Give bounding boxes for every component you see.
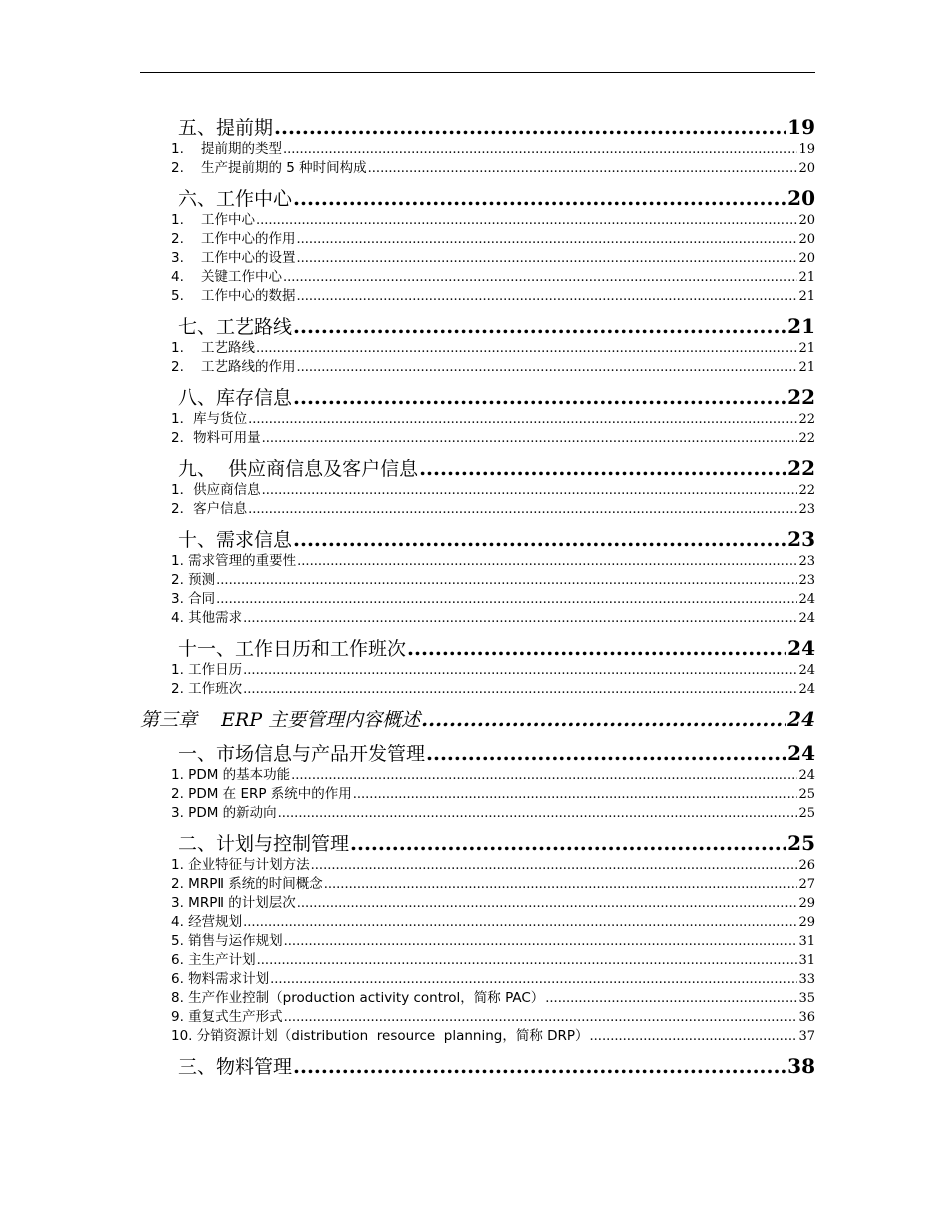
toc-item-entry[interactable] bbox=[140, 230, 815, 249]
toc-section-entry[interactable] bbox=[140, 830, 815, 856]
toc-item-number: 1. bbox=[171, 141, 184, 157]
toc-item-number: 1. bbox=[171, 340, 184, 356]
toc-item-entry[interactable] bbox=[140, 159, 815, 178]
toc-item-page-number: 29 bbox=[798, 915, 815, 930]
toc-item-text: 1. 工作日历 bbox=[171, 662, 243, 678]
toc-item-entry[interactable] bbox=[140, 609, 815, 628]
dot-leader bbox=[297, 230, 798, 249]
toc-entry-title: 五、提前期 bbox=[178, 117, 274, 139]
toc-item-title bbox=[171, 249, 296, 268]
toc-item-title bbox=[171, 410, 247, 429]
toc-item-text: 6. 物料需求计划 bbox=[171, 971, 270, 987]
toc-page-number: 24 bbox=[787, 707, 815, 731]
toc-item-title bbox=[171, 571, 215, 590]
toc-item-page-number: 25 bbox=[798, 806, 815, 821]
toc-item-page-number: 23 bbox=[798, 502, 815, 517]
toc-entry-title: 十一、工作日历和工作班次 bbox=[178, 638, 407, 660]
toc-item-title bbox=[171, 339, 255, 358]
toc-item-title bbox=[171, 932, 283, 951]
dot-leader bbox=[278, 804, 798, 823]
dot-leader bbox=[407, 635, 786, 661]
toc-page-number: 23 bbox=[787, 527, 815, 551]
toc-item-entry[interactable] bbox=[140, 970, 815, 989]
toc-item-entry[interactable] bbox=[140, 410, 815, 429]
toc-page-number: 22 bbox=[787, 456, 815, 480]
toc-item-page-number: 24 bbox=[798, 611, 815, 626]
table-of-contents bbox=[140, 110, 815, 1079]
toc-item-number: 3. bbox=[171, 250, 184, 266]
dot-leader bbox=[243, 661, 797, 680]
toc-item-title bbox=[171, 481, 261, 500]
toc-section-entry[interactable] bbox=[140, 526, 815, 552]
dot-leader bbox=[297, 894, 798, 913]
toc-item-title bbox=[171, 268, 282, 287]
toc-item-number: 1. bbox=[171, 212, 184, 228]
toc-item-entry[interactable] bbox=[140, 339, 815, 358]
toc-item-text: 4. 其他需求 bbox=[171, 610, 243, 626]
dot-leader bbox=[248, 500, 797, 519]
toc-item-page-number: 22 bbox=[798, 483, 815, 498]
toc-item-text: 生产提前期的 5 种时间构成 bbox=[201, 160, 367, 176]
toc-item-title bbox=[171, 211, 255, 230]
toc-item-text: 工作中心的设置 bbox=[201, 250, 296, 266]
toc-item-title bbox=[171, 951, 256, 970]
toc-item-text: 工作中心的数据 bbox=[201, 288, 296, 304]
toc-item-entry[interactable] bbox=[140, 680, 815, 699]
toc-section-entry[interactable] bbox=[140, 185, 815, 211]
toc-item-entry[interactable] bbox=[140, 804, 815, 823]
toc-item-title bbox=[171, 661, 242, 680]
toc-item-number: 5. bbox=[171, 288, 184, 304]
toc-item-text: 3. MRPⅡ 的计划层次 bbox=[171, 895, 296, 911]
toc-item-entry[interactable] bbox=[140, 211, 815, 230]
toc-item-page-number: 20 bbox=[798, 161, 815, 176]
toc-item-entry[interactable] bbox=[140, 989, 815, 1008]
toc-item-title bbox=[171, 913, 242, 932]
toc-item-title bbox=[171, 1008, 283, 1027]
dot-leader bbox=[291, 766, 797, 785]
dot-leader bbox=[297, 552, 797, 571]
dot-leader bbox=[293, 1053, 786, 1079]
dot-leader bbox=[262, 481, 798, 500]
toc-item-entry[interactable] bbox=[140, 913, 815, 932]
toc-item-text: 2. 工作班次 bbox=[171, 681, 243, 697]
toc-item-number: 4. bbox=[171, 269, 184, 285]
toc-item-entry[interactable] bbox=[140, 785, 815, 804]
toc-item-number: 2. bbox=[171, 160, 184, 176]
toc-item-title bbox=[171, 894, 296, 913]
toc-item-text: 2. 预测 bbox=[171, 572, 216, 588]
toc-item-entry[interactable] bbox=[140, 140, 815, 159]
dot-leader bbox=[368, 159, 798, 178]
toc-item-page-number: 21 bbox=[798, 289, 815, 304]
toc-item-page-number: 29 bbox=[798, 896, 815, 911]
toc-item-entry[interactable] bbox=[140, 249, 815, 268]
toc-section-entry[interactable] bbox=[140, 455, 815, 481]
toc-item-entry[interactable] bbox=[140, 951, 815, 970]
dot-leader bbox=[590, 1027, 798, 1046]
toc-entry-title: 十、需求信息 bbox=[178, 529, 293, 551]
toc-page-number: 22 bbox=[787, 385, 815, 409]
toc-item-entry[interactable] bbox=[140, 894, 815, 913]
dot-leader bbox=[262, 429, 798, 448]
toc-item-page-number: 22 bbox=[798, 412, 815, 427]
toc-item-text: 工艺路线 bbox=[201, 340, 255, 356]
dot-leader bbox=[243, 913, 797, 932]
toc-item-entry[interactable] bbox=[140, 1027, 815, 1046]
dot-leader bbox=[426, 740, 786, 766]
toc-item-page-number: 19 bbox=[798, 142, 815, 157]
dot-leader bbox=[293, 313, 786, 339]
toc-item-title bbox=[171, 140, 282, 159]
toc-item-entry[interactable] bbox=[140, 590, 815, 609]
toc-item-entry[interactable] bbox=[140, 481, 815, 500]
toc-page-number: 24 bbox=[787, 636, 815, 660]
toc-item-text: 1. PDM 的基本功能 bbox=[171, 767, 291, 783]
dot-leader bbox=[297, 287, 798, 306]
dot-leader bbox=[293, 384, 786, 410]
toc-item-page-number: 26 bbox=[798, 858, 815, 873]
toc-item-number: 2. bbox=[171, 231, 184, 247]
dot-leader bbox=[256, 211, 797, 230]
toc-item-title bbox=[171, 287, 296, 306]
toc-item-page-number: 23 bbox=[798, 573, 815, 588]
toc-item-title bbox=[171, 500, 247, 519]
toc-item-page-number: 24 bbox=[798, 682, 815, 697]
toc-item-entry[interactable] bbox=[140, 268, 815, 287]
toc-entry-title: 七、工艺路线 bbox=[178, 316, 293, 338]
toc-item-title bbox=[171, 429, 261, 448]
toc-page-number: 38 bbox=[787, 1054, 815, 1078]
toc-item-text: 关键工作中心 bbox=[201, 269, 282, 285]
toc-page-number: 25 bbox=[787, 831, 815, 855]
toc-item-entry[interactable] bbox=[140, 429, 815, 448]
toc-chapter-entry[interactable] bbox=[140, 705, 815, 733]
toc-item-text: 10. 分销资源计划（distribution resource planning，简称 DRP） bbox=[171, 1028, 589, 1044]
toc-item-text: 2．物料可用量 bbox=[171, 430, 261, 446]
toc-item-title bbox=[171, 680, 242, 699]
toc-item-page-number: 24 bbox=[798, 592, 815, 607]
toc-item-entry[interactable] bbox=[140, 766, 815, 785]
toc-item-entry[interactable] bbox=[140, 571, 815, 590]
toc-item-entry[interactable] bbox=[140, 856, 815, 875]
toc-item-text: 4. 经营规划 bbox=[171, 914, 243, 930]
toc-item-title bbox=[171, 1027, 589, 1046]
toc-item-page-number: 21 bbox=[798, 360, 815, 375]
toc-item-page-number: 22 bbox=[798, 431, 815, 446]
toc-page-number: 24 bbox=[787, 741, 815, 765]
toc-item-text: 1．供应商信息 bbox=[171, 482, 261, 498]
dot-leader bbox=[297, 358, 798, 377]
toc-item-entry[interactable] bbox=[140, 875, 815, 894]
toc-item-page-number: 20 bbox=[798, 232, 815, 247]
toc-section-entry[interactable] bbox=[140, 1053, 815, 1079]
toc-item-page-number: 21 bbox=[798, 270, 815, 285]
toc-item-text: 3. PDM 的新动向 bbox=[171, 805, 277, 821]
toc-item-text: 3. 合同 bbox=[171, 591, 216, 607]
dot-leader bbox=[257, 951, 798, 970]
toc-item-page-number: 35 bbox=[798, 991, 815, 1006]
toc-item-text: 2. PDM 在 ERP 系统中的作用 bbox=[171, 786, 352, 802]
toc-item-text: 1．库与货位 bbox=[171, 411, 248, 427]
toc-entry-title: 第三章 ERP 主要管理内容概述 bbox=[140, 709, 421, 731]
dot-leader bbox=[283, 140, 797, 159]
toc-item-title bbox=[171, 804, 277, 823]
toc-item-entry[interactable] bbox=[140, 552, 815, 571]
header-rule bbox=[140, 72, 815, 73]
toc-entry-title: 二、计划与控制管理 bbox=[178, 833, 350, 855]
toc-item-entry[interactable] bbox=[140, 661, 815, 680]
toc-item-title bbox=[171, 230, 296, 249]
toc-section-entry[interactable] bbox=[140, 114, 815, 140]
toc-item-text: 2. MRPⅡ 系统的时间概念 bbox=[171, 876, 323, 892]
dot-leader bbox=[248, 410, 797, 429]
toc-item-title bbox=[171, 856, 310, 875]
toc-item-title bbox=[171, 609, 242, 628]
toc-section-entry[interactable] bbox=[140, 384, 815, 410]
dot-leader bbox=[353, 785, 798, 804]
dot-leader bbox=[311, 856, 798, 875]
toc-section-entry[interactable] bbox=[140, 313, 815, 339]
toc-item-text: 8. 生产作业控制（production activity control，简称 PAC） bbox=[171, 990, 545, 1006]
toc-page-number: 20 bbox=[787, 186, 815, 210]
dot-leader bbox=[274, 114, 786, 140]
dot-leader bbox=[297, 249, 798, 268]
dot-leader bbox=[256, 339, 797, 358]
toc-item-page-number: 23 bbox=[798, 554, 815, 569]
toc-item-title bbox=[171, 970, 269, 989]
toc-item-page-number: 37 bbox=[798, 1029, 815, 1044]
toc-item-entry[interactable] bbox=[140, 287, 815, 306]
toc-item-title bbox=[171, 875, 323, 894]
toc-item-text: 5. 销售与运作规划 bbox=[171, 933, 283, 949]
toc-entry-title: 九、 供应商信息及客户信息 bbox=[178, 458, 419, 480]
toc-page-number: 19 bbox=[787, 115, 815, 139]
toc-item-title bbox=[171, 590, 215, 609]
toc-item-page-number: 36 bbox=[798, 1010, 815, 1025]
toc-item-page-number: 20 bbox=[798, 213, 815, 228]
dot-leader bbox=[270, 970, 797, 989]
toc-item-page-number: 27 bbox=[798, 877, 815, 892]
toc-entry-title: 六、工作中心 bbox=[178, 188, 293, 210]
dot-leader bbox=[419, 455, 786, 481]
toc-entry-title: 八、库存信息 bbox=[178, 387, 293, 409]
toc-entry-title: 三、物料管理 bbox=[178, 1056, 293, 1078]
toc-item-title bbox=[171, 552, 296, 571]
toc-item-title bbox=[171, 358, 296, 377]
toc-item-text: 6. 主生产计划 bbox=[171, 952, 256, 968]
toc-section-entry[interactable] bbox=[140, 635, 815, 661]
toc-item-title bbox=[171, 785, 352, 804]
toc-item-title bbox=[171, 989, 544, 1008]
toc-item-text: 1. 企业特征与计划方法 bbox=[171, 857, 310, 873]
dot-leader bbox=[324, 875, 798, 894]
toc-item-title bbox=[171, 159, 367, 178]
dot-leader bbox=[283, 268, 797, 287]
toc-item-text: 1. 需求管理的重要性 bbox=[171, 553, 297, 569]
toc-item-page-number: 21 bbox=[798, 341, 815, 356]
toc-item-text: 提前期的类型 bbox=[201, 141, 282, 157]
dot-leader bbox=[545, 989, 797, 1008]
dot-leader bbox=[284, 932, 798, 951]
toc-item-text: 工艺路线的作用 bbox=[201, 359, 296, 375]
dot-leader bbox=[293, 526, 786, 552]
dot-leader bbox=[216, 571, 797, 590]
toc-item-page-number: 31 bbox=[798, 953, 815, 968]
toc-item-page-number: 33 bbox=[798, 972, 815, 987]
dot-leader bbox=[243, 680, 797, 699]
dot-leader bbox=[243, 609, 797, 628]
toc-entry-title: 一、市场信息与产品开发管理 bbox=[178, 743, 426, 765]
dot-leader bbox=[421, 705, 786, 733]
toc-item-entry[interactable] bbox=[140, 358, 815, 377]
dot-leader bbox=[284, 1008, 798, 1027]
toc-item-page-number: 20 bbox=[798, 251, 815, 266]
dot-leader bbox=[216, 590, 797, 609]
dot-leader bbox=[293, 185, 786, 211]
toc-item-text: 2．客户信息 bbox=[171, 501, 248, 517]
dot-leader bbox=[350, 830, 786, 856]
toc-section-entry[interactable] bbox=[140, 740, 815, 766]
toc-page-number: 21 bbox=[787, 314, 815, 338]
toc-item-page-number: 24 bbox=[798, 663, 815, 678]
toc-item-title bbox=[171, 766, 290, 785]
toc-item-text: 工作中心 bbox=[201, 212, 255, 228]
toc-item-entry[interactable] bbox=[140, 1008, 815, 1027]
toc-item-text: 工作中心的作用 bbox=[201, 231, 296, 247]
toc-item-entry[interactable] bbox=[140, 500, 815, 519]
toc-item-page-number: 24 bbox=[798, 768, 815, 783]
toc-item-entry[interactable] bbox=[140, 932, 815, 951]
toc-item-page-number: 25 bbox=[798, 787, 815, 802]
toc-item-page-number: 31 bbox=[798, 934, 815, 949]
toc-item-text: 9. 重复式生产形式 bbox=[171, 1009, 283, 1025]
toc-item-number: 2. bbox=[171, 359, 184, 375]
